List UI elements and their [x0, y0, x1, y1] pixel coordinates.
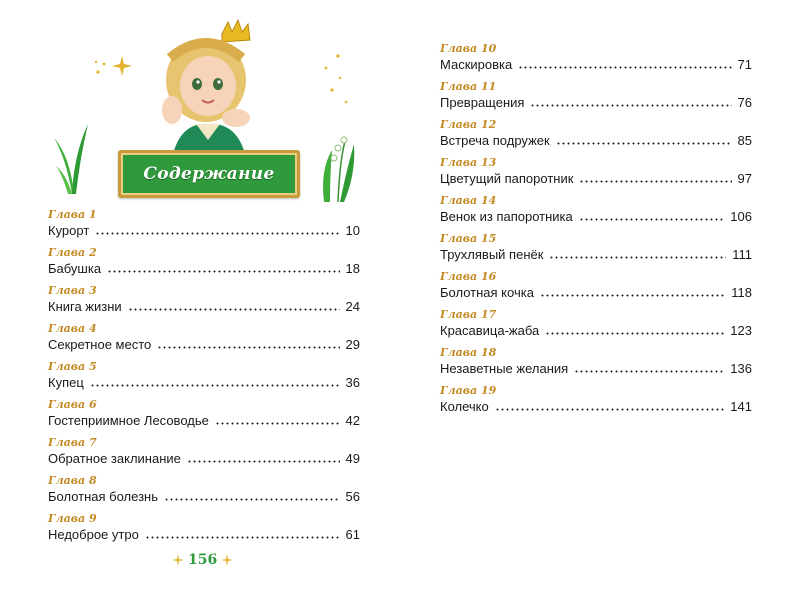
chapter-label: Глава 8 — [48, 474, 97, 487]
dot-leader — [90, 384, 340, 387]
chapter-title: Колечко — [440, 399, 489, 414]
page-number: 97 — [737, 171, 752, 186]
chapter-label: Глава 17 — [440, 308, 497, 321]
dot-leader — [545, 332, 724, 335]
toc-entry[interactable] — [440, 118, 752, 150]
chapter-label: Глава 5 — [48, 360, 97, 373]
toc-entry[interactable] — [440, 270, 752, 302]
toc-entry[interactable] — [48, 398, 360, 430]
sparkle-icon — [172, 554, 184, 566]
sparkles-right — [318, 50, 358, 110]
dot-leader — [128, 308, 340, 311]
dot-leader — [540, 294, 725, 297]
lily-of-valley-icon — [316, 126, 362, 202]
chapter-title: Встреча подружек — [440, 133, 550, 148]
page-number: 106 — [730, 209, 752, 224]
page-number: 61 — [345, 527, 360, 542]
sparkles-left — [92, 54, 132, 80]
dot-leader — [107, 270, 339, 273]
chapter-title: Маскировка — [440, 57, 513, 72]
page-number: 56 — [345, 489, 360, 504]
chapter-label: Глава 16 — [440, 270, 497, 283]
page-number: 71 — [737, 57, 752, 72]
page-number: 123 — [730, 323, 752, 338]
page-number: 18 — [345, 261, 360, 276]
toc-entry[interactable] — [440, 42, 752, 74]
chapter-label: Глава 1 — [48, 208, 97, 221]
toc-entry[interactable] — [440, 80, 752, 112]
toc-entry[interactable] — [48, 284, 360, 316]
toc-entry[interactable] — [440, 156, 752, 188]
chapter-label: Глава 11 — [440, 80, 497, 93]
toc-entry[interactable] — [440, 384, 752, 416]
chapter-label: Глава 6 — [48, 398, 97, 411]
chapter-label: Глава 13 — [440, 156, 497, 169]
chapter-label: Глава 9 — [48, 512, 97, 525]
chapter-title: Обратное заклинание — [48, 451, 181, 466]
chapter-title: Недоброе утро — [48, 527, 139, 542]
chapter-title: Гостеприимное Лесоводье — [48, 413, 209, 428]
chapter-label: Глава 10 — [440, 42, 497, 55]
chapter-title: Незаветные желания — [440, 361, 569, 376]
dot-leader — [164, 498, 340, 501]
chapter-label: Глава 15 — [440, 232, 497, 245]
dot-leader — [556, 142, 732, 145]
page-number-footer: 156 — [188, 552, 218, 568]
page-title: Содержание — [143, 164, 275, 184]
dot-leader — [145, 536, 340, 539]
chapter-title: Курорт — [48, 223, 90, 238]
page-number: 10 — [345, 223, 360, 238]
toc-entry[interactable] — [48, 322, 360, 354]
dot-leader — [95, 232, 339, 235]
chapter-title: Купец — [48, 375, 84, 390]
chapter-label: Глава 3 — [48, 284, 97, 297]
chapter-title: Секретное место — [48, 337, 152, 352]
page-number: 141 — [730, 399, 752, 414]
page-number: 136 — [730, 361, 752, 376]
chapter-label: Глава 14 — [440, 194, 497, 207]
page-number: 76 — [737, 95, 752, 110]
page-number: 36 — [345, 375, 360, 390]
chapter-label: Глава 4 — [48, 322, 97, 335]
chapter-title: Болотная кочка — [440, 285, 534, 300]
dot-leader — [549, 256, 726, 259]
page-footer — [172, 552, 233, 568]
toc-entry[interactable] — [440, 308, 752, 340]
chapter-label: Глава 19 — [440, 384, 497, 397]
chapter-title: Превращения — [440, 95, 525, 110]
toc-entry[interactable] — [48, 360, 360, 392]
chapter-title: Болотная болезнь — [48, 489, 158, 504]
toc-entry[interactable] — [48, 436, 360, 468]
dot-leader — [530, 104, 731, 107]
princess-illustration — [150, 18, 260, 158]
toc-entry[interactable] — [440, 232, 752, 264]
dot-leader — [518, 66, 731, 69]
chapter-title: Венок из папоротника — [440, 209, 573, 224]
page-number: 49 — [345, 451, 360, 466]
page-number: 24 — [345, 299, 360, 314]
toc-entry[interactable] — [48, 474, 360, 506]
toc-entry[interactable] — [48, 246, 360, 278]
page-number: 42 — [345, 413, 360, 428]
toc-entry[interactable] — [440, 194, 752, 226]
dot-leader — [495, 408, 725, 411]
sparkle-icon — [221, 554, 233, 566]
chapter-title: Книга жизни — [48, 299, 122, 314]
grass-left-icon — [52, 118, 92, 194]
chapter-title: Бабушка — [48, 261, 102, 276]
dot-leader — [157, 346, 339, 349]
dot-leader — [579, 218, 725, 221]
chapter-label: Глава 12 — [440, 118, 497, 131]
chapter-label: Глава 2 — [48, 246, 97, 259]
dot-leader — [215, 422, 340, 425]
dot-leader — [574, 370, 724, 373]
dot-leader — [187, 460, 340, 463]
chapter-title: Цветущий папоротник — [440, 171, 574, 186]
page-number: 111 — [732, 247, 752, 262]
page-number: 118 — [731, 285, 752, 300]
toc-entry[interactable] — [48, 208, 360, 240]
page-number: 29 — [345, 337, 360, 352]
chapter-title: Трухлявый пенёк — [440, 247, 544, 262]
toc-entry[interactable] — [440, 346, 752, 378]
chapter-title: Красавица-жаба — [440, 323, 540, 338]
page-number: 85 — [737, 133, 752, 148]
contents-banner — [118, 150, 300, 198]
toc-entry[interactable] — [48, 512, 360, 544]
chapter-label: Глава 7 — [48, 436, 97, 449]
chapter-label: Глава 18 — [440, 346, 497, 359]
dot-leader — [579, 180, 731, 183]
